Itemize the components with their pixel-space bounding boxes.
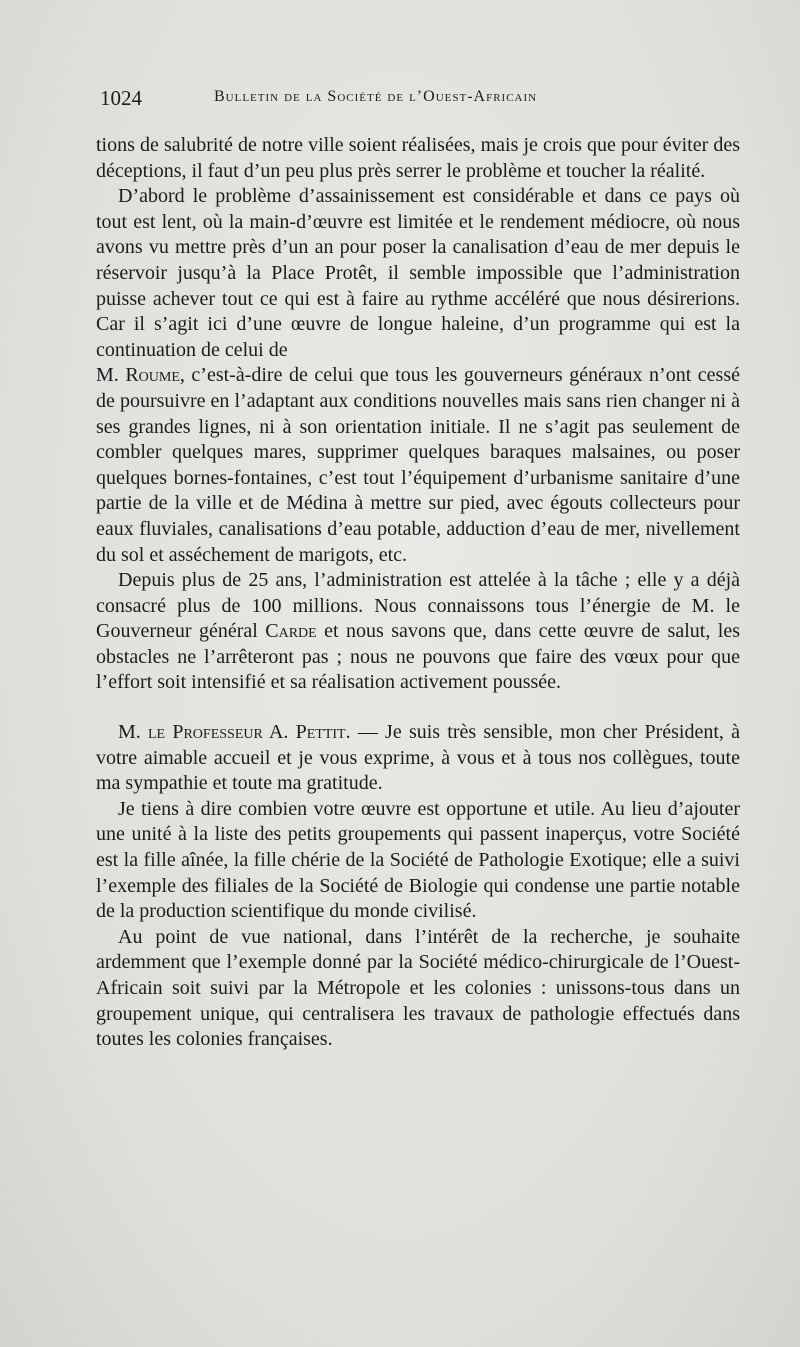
paragraph: Au point de vue national, dans l’intérêt de la recherche, je souhaite ardemment que l’exemple donné par la Société médico-chirurgicale de l’Ouest-Africain soit suivi par la Métropole et les colonies : unissons-tous dans un groupement unique, qui centralisera les travaux de pathologie effectués dans toutes les colonies françaises. [96, 925, 740, 1051]
paragraph-speaker [96, 720, 740, 797]
page-number: 1024 [100, 86, 142, 110]
section-gap [96, 696, 740, 720]
paragraph: D’abord le problème d’assainissement est considérable et dans ce pays où tout est lent, où la main-d’œuvre est limitée et le rendement médiocre, où nous avons vu mettre près d’un an pour poser la canalisation d’eau de mer depuis le réservoir jusqu’à la Place Protêt, il semble impossible que l’administration puisse achever tout ce qui est à faire au rythme accéléré que nous désirerions. Car il s’agit ici d’une œuvre de longue haleine, d’un programme qui est la continuation de celui de [96, 185, 740, 361]
running-title: Bulletin de la Société de l’Ouest-Africain [214, 88, 538, 105]
speaker-label: M. le Professeur A. Pettit. [118, 721, 351, 744]
paragraph: Je tiens à dire combien votre œuvre est opportune et utile. Au lieu d’ajouter une unité à la liste des petits groupements qui passent inaperçus, votre Société est la fille aînée, la fille chérie de la Société de Pathologie Exotique; elle a suivi l’exemple des filiales de la Société de Biologie qui condense une partie notable de la production scientifique du monde civilisé. [96, 797, 740, 923]
name-roume: Roume [125, 364, 180, 387]
paragraph-continued: tions de salubrité de notre ville soient réalisées, mais je crois que pour éviter des déceptions, il faut d’un peu plus près serrer le problème et toucher la réalité. [96, 134, 740, 182]
paragraph-roume [96, 363, 740, 568]
paragraph-carde [96, 568, 740, 696]
carde-before: Depuis plus de 25 ans, l’administration est attelée à la tâche ; elle y a déjà consacré plus de 100 millions. Nous connaissons tous l’énergie de M. le Gouverneur général [96, 569, 740, 643]
name-carde: Carde [265, 620, 317, 643]
carde-after: et nous savons que, dans cette œuvre de salut, les obstacles ne l’arrêteront pas ; nous ne pouvons que faire des vœux pour que l’effort soit intensifié et sa réalisation activement poussée. [96, 620, 740, 694]
page-header [100, 86, 740, 114]
speaker-text: — Je suis très sensible, mon cher Président, à votre aimable accueil et je vous exprime, à vous et à tous nos collègues, toute ma sympathie et toute ma gratitude. [96, 721, 741, 795]
roume-prefix: M. [96, 364, 126, 387]
body-text [96, 133, 740, 1053]
roume-rest: , c’est-à-dire de celui que tous les gouverneurs généraux n’ont cessé de poursuivre en l’adaptant aux conditions nouvelles mais sans rien changer ni à ses grandes lignes, ni à son orientation initiale. Il ne s’agit pas seulement de combler quelques mares, supprimer quelques baraques malsaines, ou poser quelques bornes-fontaines, c’est tout l’équipement d’urbanisme sanitaire d’une partie de la ville et de Médina à mettre sur pied, avec égouts collecteurs pour eaux fluviales, canalisations d’eau potable, adduction d’eau de mer, nivellement du sol et asséchement de marigots, etc. [96, 364, 740, 566]
